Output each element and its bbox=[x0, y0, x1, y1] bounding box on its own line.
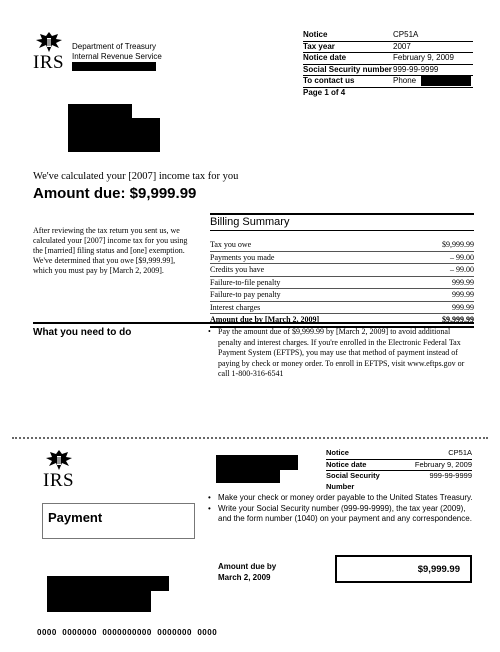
billing-title: Billing Summary bbox=[210, 213, 474, 231]
notice-label: Notice bbox=[303, 30, 328, 39]
logo-text: IRS bbox=[33, 52, 65, 73]
billing-total-row: Amount due by [March 2, 2009] $9,999.99 bbox=[210, 314, 474, 328]
payment-title: Payment bbox=[48, 510, 103, 525]
ssn-label: Social Security number bbox=[303, 64, 392, 74]
amount-box bbox=[335, 555, 472, 583]
contact-value: Phone bbox=[393, 76, 417, 85]
tax-year-value: 2007 bbox=[393, 41, 411, 51]
redacted-stub bbox=[216, 468, 280, 483]
agency-line-2: Internal Revenue Service bbox=[72, 52, 162, 61]
stub-date-value: February 9, 2009 bbox=[414, 459, 472, 469]
eagle-icon bbox=[34, 30, 64, 54]
billing-row: Tax you owe $9,999.99 bbox=[210, 239, 474, 252]
redacted-header bbox=[72, 62, 156, 71]
explanation-text: After reviewing the tax return you sent us, we calculated your [2007] income tax for you using the [married] filing status and [one] exemption. We've determined that you owe [$9,999.99], which you must pay by [March 2, 2009]. bbox=[33, 226, 188, 275]
notice-table bbox=[303, 30, 473, 98]
amount-due-heading: Amount due: $9,999.99 bbox=[33, 185, 197, 202]
billing-row: Failure-to pay penalty 999.99 bbox=[210, 289, 474, 302]
stub-amount-label: Amount due by March 2, 2009 bbox=[218, 562, 277, 582]
calc-line: We've calculated your [2007] income tax for you bbox=[33, 171, 239, 182]
contact-label: To contact us bbox=[303, 76, 355, 85]
scan-line: 0000 0000000 0000000000 0000000 0000 bbox=[37, 628, 218, 637]
todo-divider bbox=[33, 322, 474, 324]
agency-line-1: Department of Treasury bbox=[72, 42, 157, 51]
billing-row: Credits you have – 99.00 bbox=[210, 264, 474, 277]
stub-logo-text: IRS bbox=[43, 470, 75, 491]
list-item: • Write your Social Security number (999-99-9999), the tax year (2009), and the form number (1040) on your payment and any correspondence. bbox=[208, 503, 472, 523]
notice-value: CP51A bbox=[393, 30, 419, 39]
stub-notice-label: Notice bbox=[326, 448, 349, 457]
todo-title: What you need to do bbox=[33, 327, 132, 338]
redacted-stub-address bbox=[47, 590, 151, 612]
stub-irs-logo bbox=[42, 448, 76, 490]
amount-value: $9,999.99 bbox=[417, 564, 460, 575]
stub-notice-table bbox=[326, 448, 472, 491]
billing-summary bbox=[210, 213, 474, 328]
billing-row: Interest charges 999.99 bbox=[210, 302, 474, 315]
tax-year-label: Tax year bbox=[303, 41, 335, 51]
stub-notice-value: CP51A bbox=[448, 448, 472, 457]
bullet-icon: • bbox=[208, 493, 211, 502]
billing-row: Failure-to-file penalty 999.99 bbox=[210, 277, 474, 290]
stub-ssn-value: 999-99-9999 bbox=[429, 471, 472, 480]
redacted-stub-address bbox=[47, 576, 169, 591]
bullet-icon: • bbox=[208, 327, 211, 336]
billing-row: Payments you made – 99.00 bbox=[210, 252, 474, 265]
stub-date-label: Notice date bbox=[326, 459, 367, 469]
cut-line bbox=[12, 437, 488, 439]
todo-bullet bbox=[208, 327, 470, 380]
eagle-icon bbox=[44, 448, 74, 472]
irs-logo bbox=[32, 30, 66, 72]
payment-box bbox=[42, 503, 195, 539]
stub-ssn-label: Social Security Number bbox=[326, 471, 380, 491]
todo-text: Pay the amount due of $9,999.99 by [March 2, 2009] to avoid additional penalty and interest charges. If you're enrolled in the Electronic Federal Tax Payment System (EFTPS), you may use that method of payment instead of paying by check or money order. To enroll in EFTPS, visit www.eftps.gov or call 1-800-316-6541 bbox=[218, 327, 465, 378]
ssn-value: 999-99-9999 bbox=[393, 64, 439, 74]
page-number: Page 1 of 4 bbox=[303, 87, 346, 97]
redacted-phone bbox=[421, 76, 471, 86]
notice-date-value: February 9, 2009 bbox=[393, 53, 454, 62]
notice-date-label: Notice date bbox=[303, 53, 347, 62]
bullet-icon: • bbox=[208, 503, 211, 513]
list-item: • Make your check or money order payable to the United States Treasury. bbox=[208, 493, 473, 502]
redacted-address bbox=[68, 118, 160, 152]
stub-bullets bbox=[208, 493, 480, 525]
